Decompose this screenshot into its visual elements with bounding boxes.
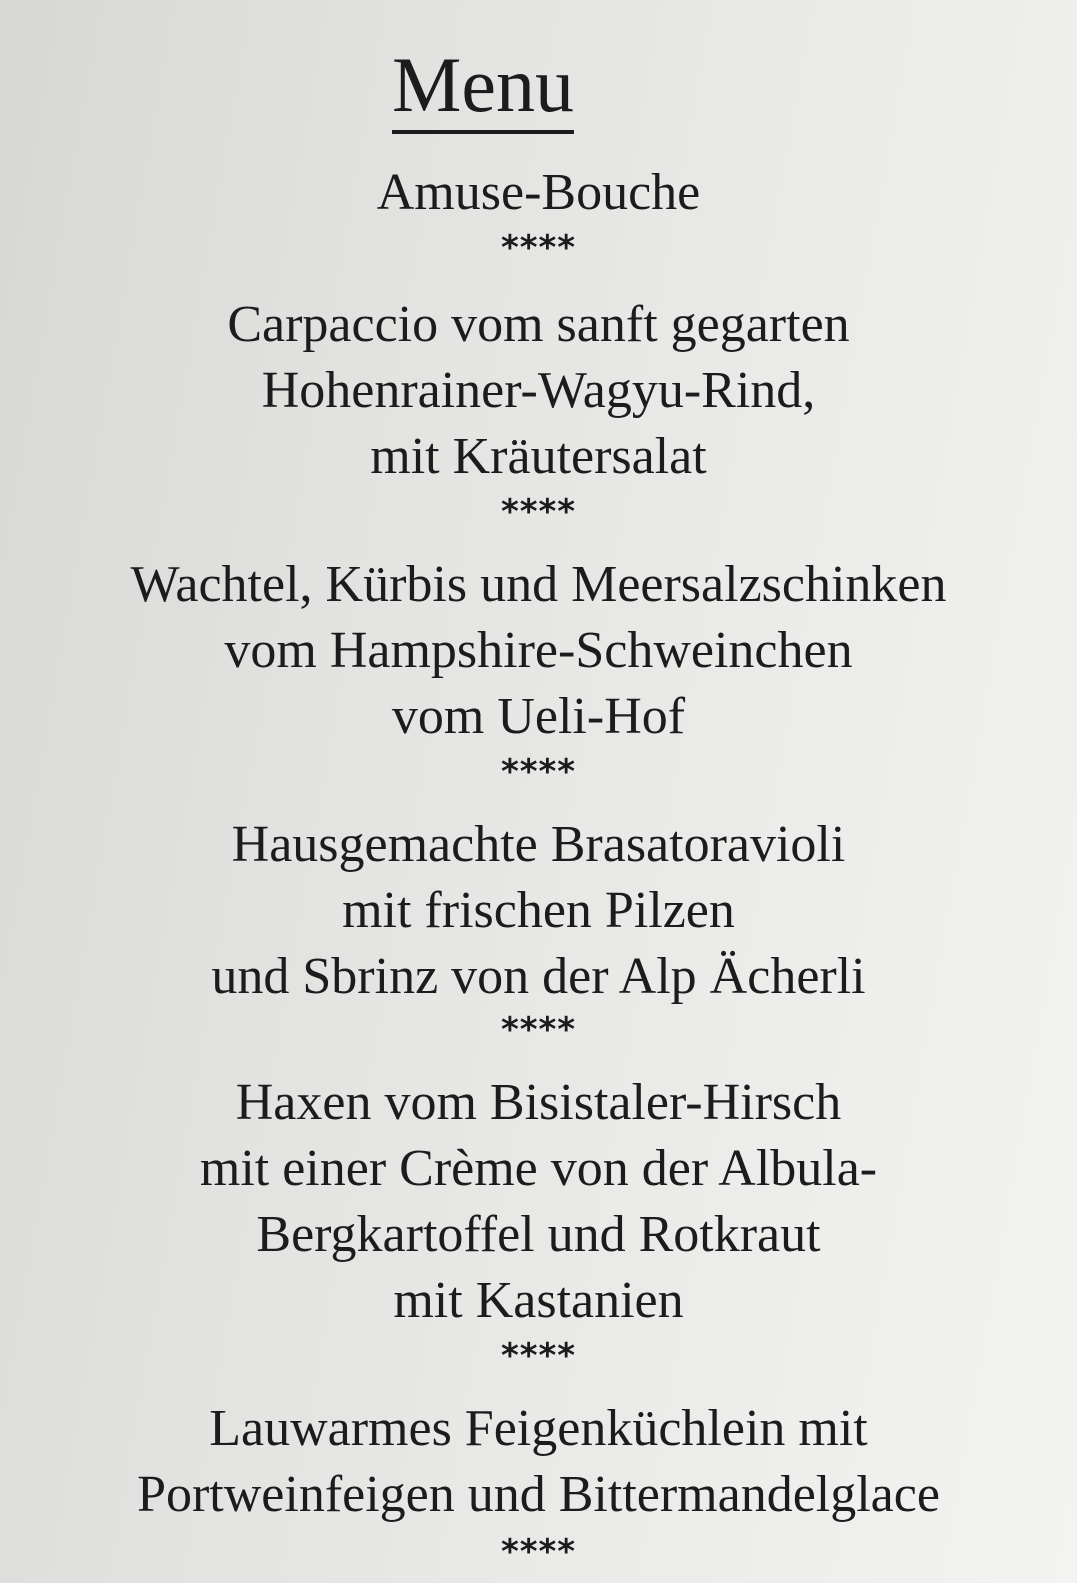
- course-line: mit Kräutersalat: [370, 428, 707, 485]
- course-line: mit einer Crème von der Albula-: [199, 1140, 878, 1197]
- course-brasatoravioli: [20, 812, 1057, 1010]
- course-line: Hausgemachte Brasatoravioli: [231, 816, 846, 873]
- course-line: und Sbrinz von der Alp Ächerli: [211, 948, 866, 1005]
- course-carpaccio: [20, 292, 1057, 490]
- course-line: Amuse-Bouche: [376, 164, 701, 221]
- course-line: Hohenrainer-Wagyu-Rind,: [261, 362, 816, 419]
- course-separator: ****: [500, 228, 577, 268]
- course-wachtel: [20, 552, 1057, 750]
- course-amuse-bouche: [20, 160, 1057, 226]
- course-line: Lauwarmes Feigenküchlein mit: [209, 1400, 868, 1457]
- course-line: mit frischen Pilzen: [342, 882, 735, 939]
- course-separator: ****: [500, 1010, 577, 1050]
- course-separator: ****: [500, 752, 577, 792]
- course-line: Haxen vom Bisistaler-Hirsch: [235, 1074, 842, 1131]
- course-line: mit Kastanien: [393, 1272, 684, 1329]
- course-separator: ****: [500, 492, 577, 532]
- course-separator: ****: [500, 1336, 577, 1376]
- course-line: Carpaccio vom sanft gegarten: [227, 296, 850, 353]
- course-line: Wachtel, Kürbis und Meersalzschinken: [130, 556, 947, 613]
- course-line: Bergkartoffel und Rotkraut: [256, 1206, 821, 1263]
- course-hirsch: [20, 1070, 1057, 1334]
- menu-title-text: Menu: [392, 41, 574, 134]
- course-line: vom Ueli-Hof: [391, 688, 686, 745]
- course-feigenkuechlein: [20, 1396, 1057, 1528]
- course-line: vom Hampshire-Schweinchen: [224, 622, 853, 679]
- menu-title: [0, 40, 966, 130]
- course-separator: ****: [500, 1532, 577, 1572]
- course-line: Portweinfeigen und Bittermandelglace: [137, 1466, 940, 1523]
